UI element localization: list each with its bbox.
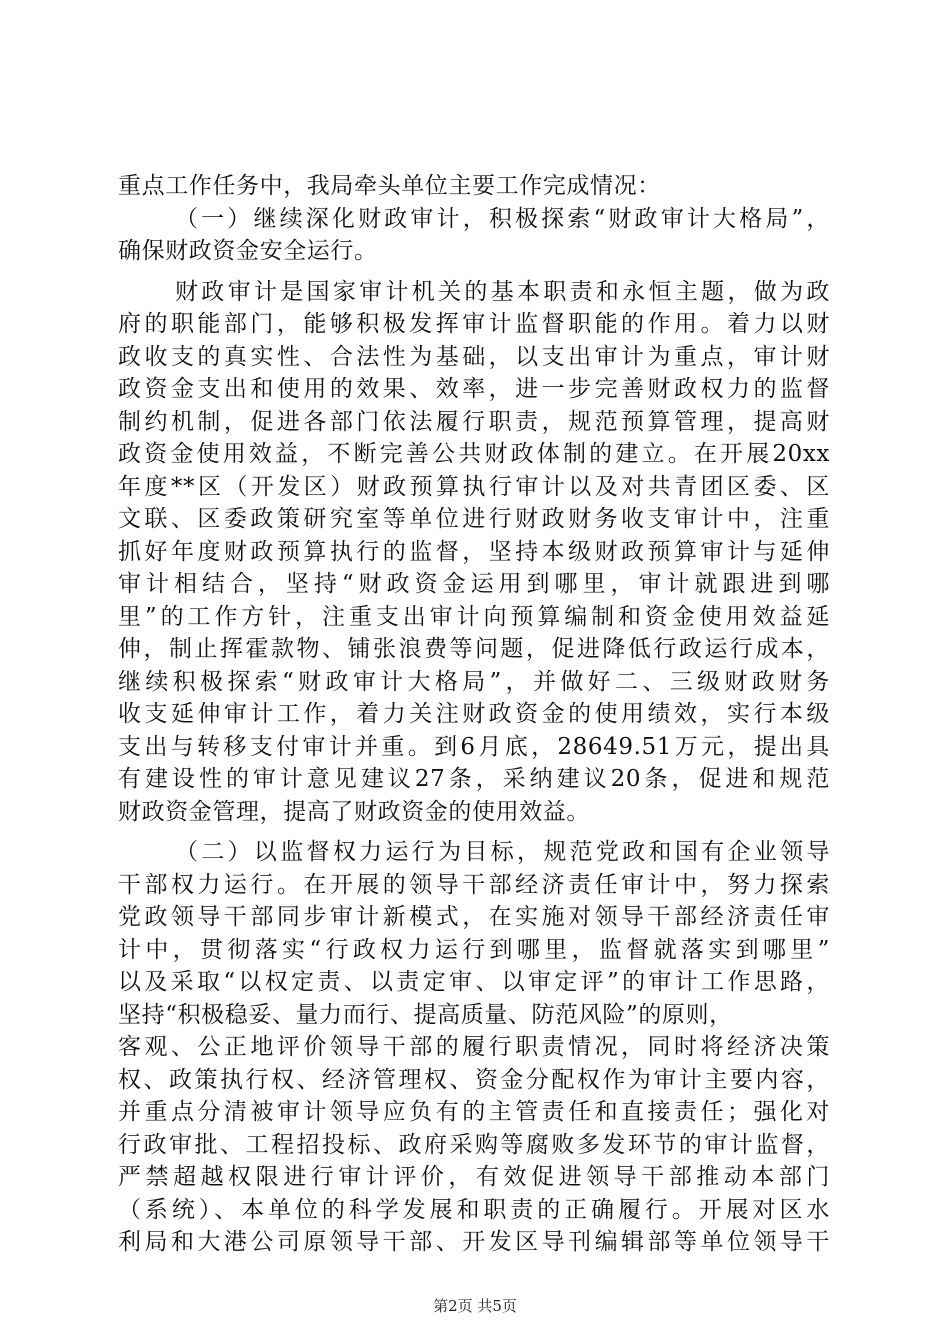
text-line: 客观、公正地评价领导干部的履行职责情况，同时将经济决策 [118,1034,830,1060]
text-line: 政资金使用效益，不断完善公共财政体制的建立。在开展20xx [118,441,830,467]
text-line: 以及采取“以权定责、以责定审、以审定评”的审计工作思路， [118,969,830,995]
text-line: 利局和大港公司原领导干部、开发区导刊编辑部等单位领导干 [118,1229,830,1255]
section-heading-2: （二）以监督权力运行为目标，规范党政和国有企业领导 [175,839,830,865]
text-line: 抓好年度财政预算执行的监督，坚持本级财政预算审计与延伸 [118,538,830,565]
text-line: 审计相结合，坚持“财政资金运用到哪里，审计就跟进到哪 [118,571,830,597]
text-line: 确保财政资金安全运行。 [118,238,378,264]
text-line: 年度**区（开发区）财政预算执行审计以及对共青团区委、区 [118,473,830,500]
text-line: 党政领导干部同步审计新模式，在实施对领导干部经济责任审 [118,904,830,930]
text-line: 政收支的真实性、合法性为基础，以支出审计为重点，审计财 [118,343,830,370]
text-line: 并重点分清被审计领导应负有的主管责任和直接责任；强化对 [118,1099,830,1125]
text-line: 财政资金管理，提高了财政资金的使用效益。 [118,798,590,825]
text-line: 制约机制，促进各部门依法履行职责，规范预算管理，提高财 [118,408,830,435]
text-line: 文联、区委政策研究室等单位进行财政财务收支审计中，注重 [118,506,830,532]
text-line: （系统）、本单位的科学发展和职责的正确履行。开展对区水 [118,1196,830,1223]
text-line: 府的职能部门，能够积极发挥审计监督职能的作用。着力以财 [118,311,830,337]
text-line: 政资金支出和使用的效果、效率，进一步完善财政权力的监督 [118,376,830,402]
text-line: 有建设性的审计意见建议27条，采纳建议20条，促进和规范 [118,766,830,792]
paragraph-1-first-line: 财政审计是国家审计机关的基本职责和永恒主题，做为政 [175,278,830,305]
text-line: 计中，贯彻落实“行政权力运行到哪里，监督就落实到哪里” [118,936,830,963]
text-line: 支出与转移支付审计并重。到6月底，28649.51万元，提出具 [118,733,830,760]
text-line: 坚持“积极稳妥、量力而行、提高质量、防范风险”的原则， [118,1001,733,1028]
text-line: 收支延伸审计工作，着力关注财政资金的使用绩效，实行本级 [118,701,830,727]
text-line: 干部权力运行。在开展的领导干部经济责任审计中，努力探索 [118,871,830,898]
section-heading-1: （一）继续深化财政审计，积极探索“财政审计大格局”， [175,205,830,232]
text-line: 严禁超越权限进行审计评价，有效促进领导干部推动本部门 [118,1164,830,1190]
page-number-footer: 第2页 共5页 [433,1297,517,1315]
text-line: 权、政策执行权、经济管理权、资金分配权作为审计主要内容， [118,1066,830,1093]
text-line: 伸，制止挥霍款物、铺张浪费等问题，促进降低行政运行成本， [118,636,830,662]
text-line: 行政审批、工程招投标、政府采购等腐败多发环节的审计监督， [118,1131,830,1158]
text-line: 里”的工作方针，注重支出审计向预算编制和资金使用效益延 [118,603,830,630]
document-body [118,170,830,1259]
text-line: 重点工作任务中，我局牵头单位主要工作完成情况： [118,173,661,199]
text-line: 继续积极探索“财政审计大格局”，并做好二、三级财政财务 [118,668,830,695]
